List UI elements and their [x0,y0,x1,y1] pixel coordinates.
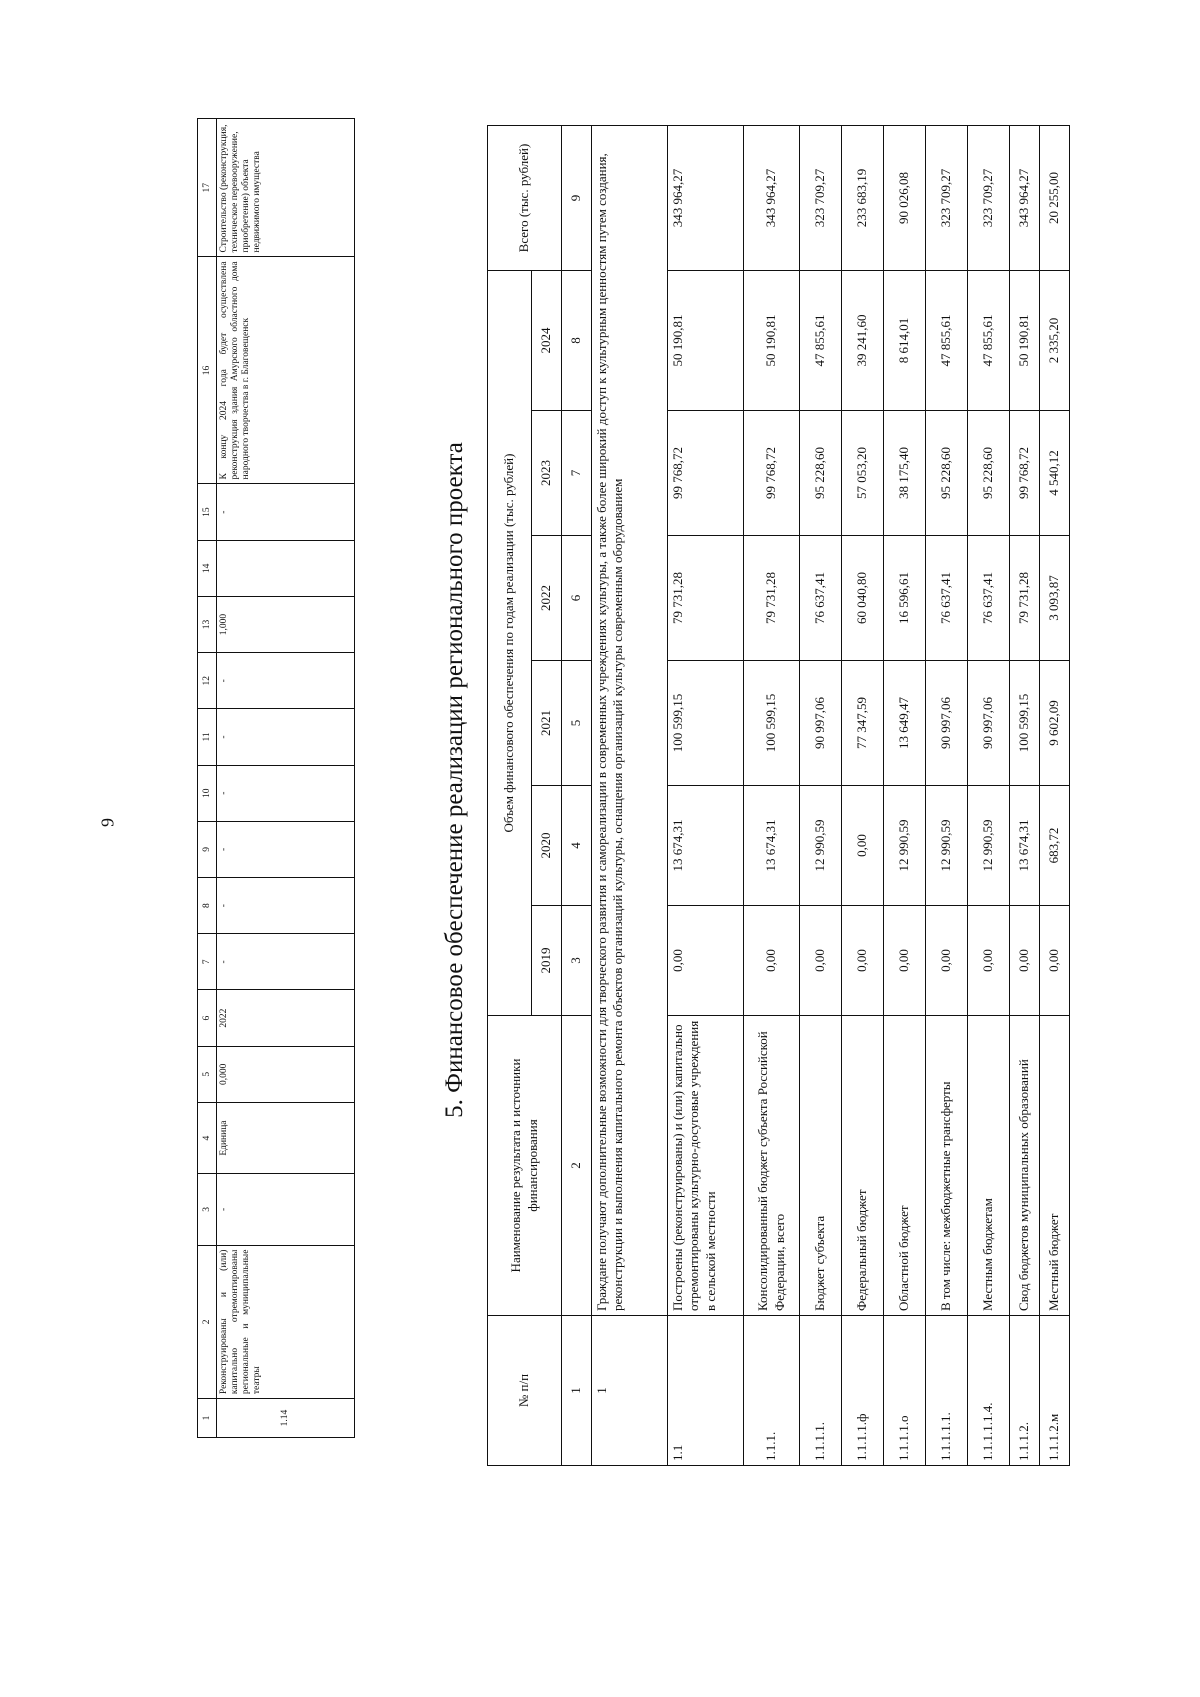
value-cell: 95 228,60 [800,411,842,536]
top-header-col: 15 [198,484,217,540]
header-num: № п/п [488,1316,562,1466]
value-cell: 4 540,12 [1040,411,1070,536]
top-header-col: 6 [198,990,217,1046]
row-name: Областной бюджет [884,1016,926,1316]
value-cell: 90 997,06 [926,661,968,786]
task-description: Граждане получают дополнительные возможности для творческого развития и самореализации в современных учреждениях культуры, а также более широкий доступ к культурным ценностям путем создания, реконструкции и выполнения капитального ремонта объектов организаций культуры, оснащения организаций культуры современным оборудованием [592,125,668,1315]
top-header-col: 2 [198,1245,217,1399]
main-table-container [487,126,1062,1466]
column-number: 8 [562,270,592,410]
base-year-cell: 2022 [217,990,355,1046]
column-number: 3 [562,906,592,1016]
value-cell: 100 599,15 [668,661,744,786]
row-number: 1.1.1.2.м [1040,1316,1070,1466]
top-header-col: 3 [198,1174,217,1245]
year-header: 2020 [532,786,562,906]
cell-10: - [217,765,355,821]
value-cell: 9 602,09 [1040,661,1070,786]
cell-8: - [217,878,355,934]
value-cell: 38 175,40 [884,411,926,536]
value-cell: 8 614,01 [884,270,926,410]
column-number: 6 [562,536,592,661]
total-cell: 343 964,27 [744,125,800,270]
total-cell: 323 709,27 [800,125,842,270]
cell-14 [217,540,355,596]
value-cell: 57 053,20 [842,411,884,536]
row-name: Построены (реконструированы) и (или) капитально отремонтированы культурно-досуговые учреждения в сельской местности [668,1016,744,1316]
row-name: Местным бюджетам [968,1016,1010,1316]
value-cell: 0,00 [668,906,744,1016]
cell-3: - [217,1174,355,1245]
column-number: 7 [562,411,592,536]
value-cell: 13 649,47 [884,661,926,786]
table-row [744,125,800,1465]
value-cell: 99 768,72 [744,411,800,536]
value-cell: 50 190,81 [1010,270,1040,410]
value-cell: 50 190,81 [744,270,800,410]
value-cell: 0,00 [926,906,968,1016]
value-cell: 95 228,60 [926,411,968,536]
value-cell: 99 768,72 [1010,411,1040,536]
total-cell: 233 683,19 [842,125,884,270]
top-header-col: 13 [198,596,217,652]
row-name: Бюджет субъекта [800,1016,842,1316]
row-number: 1.1.1.1. [800,1316,842,1466]
section-title: 5. Финансовое обеспечение реализации регионального проекта [441,442,468,1118]
value-cell: 0,00 [842,906,884,1016]
column-number: 1 [562,1316,592,1466]
value-cell: 47 855,61 [800,270,842,410]
row-number: 1.1.1.2. [1010,1316,1040,1466]
base-value-cell: 0,000 [217,1046,355,1102]
year-header: 2019 [532,906,562,1016]
total-cell: 20 255,00 [1040,125,1070,270]
value-cell: 12 990,59 [884,786,926,906]
cell-13: 1,000 [217,596,355,652]
table-row [668,125,744,1465]
column-number: 9 [562,125,592,270]
row-number: 1.1 [668,1316,744,1466]
top-table-container [197,118,352,1438]
value-cell: 12 990,59 [968,786,1010,906]
value-cell: 77 347,59 [842,661,884,786]
table-row [926,125,968,1465]
task-row [592,125,668,1465]
header-volume: Объем финансового обеспечения по годам реализации (тыс. рублей) [488,270,532,1015]
top-header-col: 9 [198,821,217,877]
result-description: К концу 2024 года будет осуществлена реконструкция здания Амурского областного дома народного творчества в г. Благовещенск [217,257,355,484]
value-cell: 100 599,15 [1010,661,1040,786]
year-header: 2021 [532,661,562,786]
row-name: Свод бюджетов муниципальных образований [1010,1016,1040,1316]
year-header: 2024 [532,270,562,410]
top-header-col: 16 [198,257,217,484]
value-cell: 0,00 [800,906,842,1016]
cell-9: - [217,821,355,877]
column-number: 2 [562,1016,592,1316]
table-row [1040,125,1070,1465]
value-cell: 60 040,80 [842,536,884,661]
top-header-col: 10 [198,765,217,821]
top-header-col: 14 [198,540,217,596]
total-cell: 343 964,27 [1010,125,1040,270]
value-cell: 13 674,31 [744,786,800,906]
row-number: 1.1.1.1.1.4. [968,1316,1010,1466]
value-cell: 12 990,59 [926,786,968,906]
section-title-container [430,120,480,1440]
table-row [1010,125,1040,1465]
value-cell: 12 990,59 [800,786,842,906]
top-header-col: 11 [198,709,217,765]
value-cell: 0,00 [1010,906,1040,1016]
value-cell: 79 731,28 [668,536,744,661]
value-cell: 76 637,41 [926,536,968,661]
value-cell: 79 731,28 [744,536,800,661]
value-cell: 0,00 [884,906,926,1016]
cell-12: - [217,653,355,709]
top-table [197,118,355,1438]
value-cell: 13 674,31 [1010,786,1040,906]
year-header: 2022 [532,536,562,661]
top-header-col: 4 [198,1102,217,1173]
table-row [884,125,926,1465]
value-cell: 13 674,31 [668,786,744,906]
financing-table [487,125,1070,1466]
row-number: 1.1.1.1.ф [842,1316,884,1466]
value-cell: 683,72 [1040,786,1070,906]
value-cell: 99 768,72 [668,411,744,536]
result-type: Строительство (реконструкция, техническое перевооружение, приобретение) объекта недвижимого имущества [217,119,355,257]
value-cell: 0,00 [842,786,884,906]
value-cell: 79 731,28 [1010,536,1040,661]
column-number-row [562,125,592,1465]
header-name: Наименование результата и источники финансирования [488,1016,562,1316]
value-cell: 0,00 [1040,906,1070,1016]
top-header-col: 17 [198,119,217,257]
cell-15: - [217,484,355,540]
value-cell: 95 228,60 [968,411,1010,536]
top-header-col: 5 [198,1046,217,1102]
top-header-col: 12 [198,653,217,709]
row-name: Федеральный бюджет [842,1016,884,1316]
table-row [968,125,1010,1465]
total-cell: 90 026,08 [884,125,926,270]
top-header-col: 1 [198,1399,217,1438]
column-number: 4 [562,786,592,906]
value-cell: 100 599,15 [744,661,800,786]
row-number: 1.1.1.1.о [884,1316,926,1466]
top-header-col: 7 [198,934,217,990]
value-cell: 39 241,60 [842,270,884,410]
row-name: Консолидированный бюджет субъекта Российской Федерации, всего [744,1016,800,1316]
row-number: 1.1.1. [744,1316,800,1466]
header-total: Всего (тыс. рублей) [488,125,562,270]
unit-cell: Единица [217,1102,355,1173]
value-cell: 0,00 [968,906,1010,1016]
value-cell: 47 855,61 [926,270,968,410]
value-cell: 90 997,06 [800,661,842,786]
value-cell: 3 093,87 [1040,536,1070,661]
top-table-row [217,119,355,1438]
value-cell: 50 190,81 [668,270,744,410]
total-cell: 343 964,27 [668,125,744,270]
table-row [800,125,842,1465]
year-header: 2023 [532,411,562,536]
row-name: В том числе: межбюджетные трансферты [926,1016,968,1316]
value-cell: 76 637,41 [968,536,1010,661]
result-name: Реконструированы и (или) капитально отремонтированы региональные и муниципальные театры [217,1245,355,1399]
value-cell: 16 596,61 [884,536,926,661]
task-number: 1 [592,1316,668,1466]
table-row [842,125,884,1465]
total-cell: 323 709,27 [926,125,968,270]
row-number: 1.14 [217,1399,355,1438]
cell-11: - [217,709,355,765]
value-cell: 76 637,41 [800,536,842,661]
top-table-header-row [198,119,217,1438]
row-name: Местный бюджет [1040,1016,1070,1316]
value-cell: 90 997,06 [968,661,1010,786]
cell-7: - [217,934,355,990]
top-header-col: 8 [198,878,217,934]
total-cell: 323 709,27 [968,125,1010,270]
value-cell: 2 335,20 [1040,270,1070,410]
row-number: 1.1.1.1.1. [926,1316,968,1466]
page-number: 9 [97,818,118,827]
value-cell: 0,00 [744,906,800,1016]
column-number: 5 [562,661,592,786]
value-cell: 47 855,61 [968,270,1010,410]
